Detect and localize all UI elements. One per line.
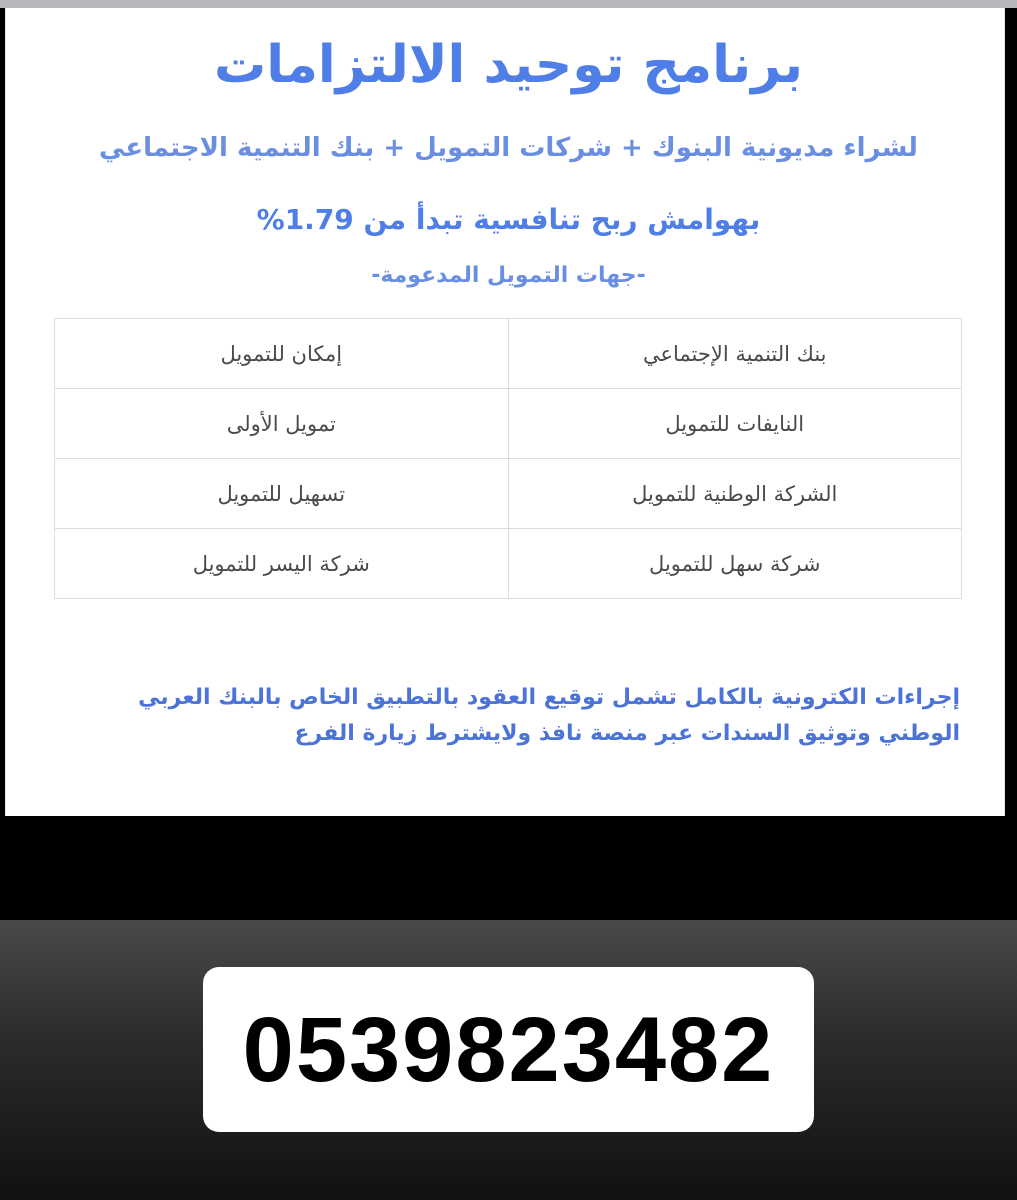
financing-entities-table (54, 318, 962, 599)
note-line-1: إجراءات الكترونية بالكامل تشمل توقيع العقود بالتطبيق الخاص بالبنك العربي (138, 685, 960, 710)
table-cell: الشركة الوطنية للتمويل (508, 459, 962, 529)
table-row (55, 529, 962, 599)
table-cell: إمكان للتمويل (55, 319, 509, 389)
table-row (55, 319, 962, 389)
procedures-note (40, 680, 960, 752)
table-cell: النايفات للتمويل (508, 389, 962, 459)
flyer-subtitle: لشراء مديونية البنوك + شركات التمويل + بنك التنمية الاجتماعي (99, 133, 918, 163)
top-bar (0, 0, 1017, 8)
profit-margin-text: بهوامش ربح تنافسية تبدأ من 1.79% (256, 203, 761, 236)
table-row (55, 389, 962, 459)
note-line-2: الوطني وتوثيق السندات عبر منصة نافذ ولايشترط زيارة الفرع (294, 721, 960, 746)
table-cell: شركة سهل للتمويل (508, 529, 962, 599)
table-cell: شركة اليسر للتمويل (55, 529, 509, 599)
phone-number: 0539823482 (242, 998, 775, 1101)
table-cell: تمويل الأولى (55, 389, 509, 459)
table-row (55, 459, 962, 529)
phone-box (203, 967, 814, 1132)
table-cell: تسهيل للتمويل (55, 459, 509, 529)
table-cell: بنك التنمية الإجتماعي (508, 319, 962, 389)
entities-heading: -جهات التمويل المدعومة- (371, 263, 646, 288)
flyer-title: برنامج توحيد الالتزامات (213, 35, 804, 95)
